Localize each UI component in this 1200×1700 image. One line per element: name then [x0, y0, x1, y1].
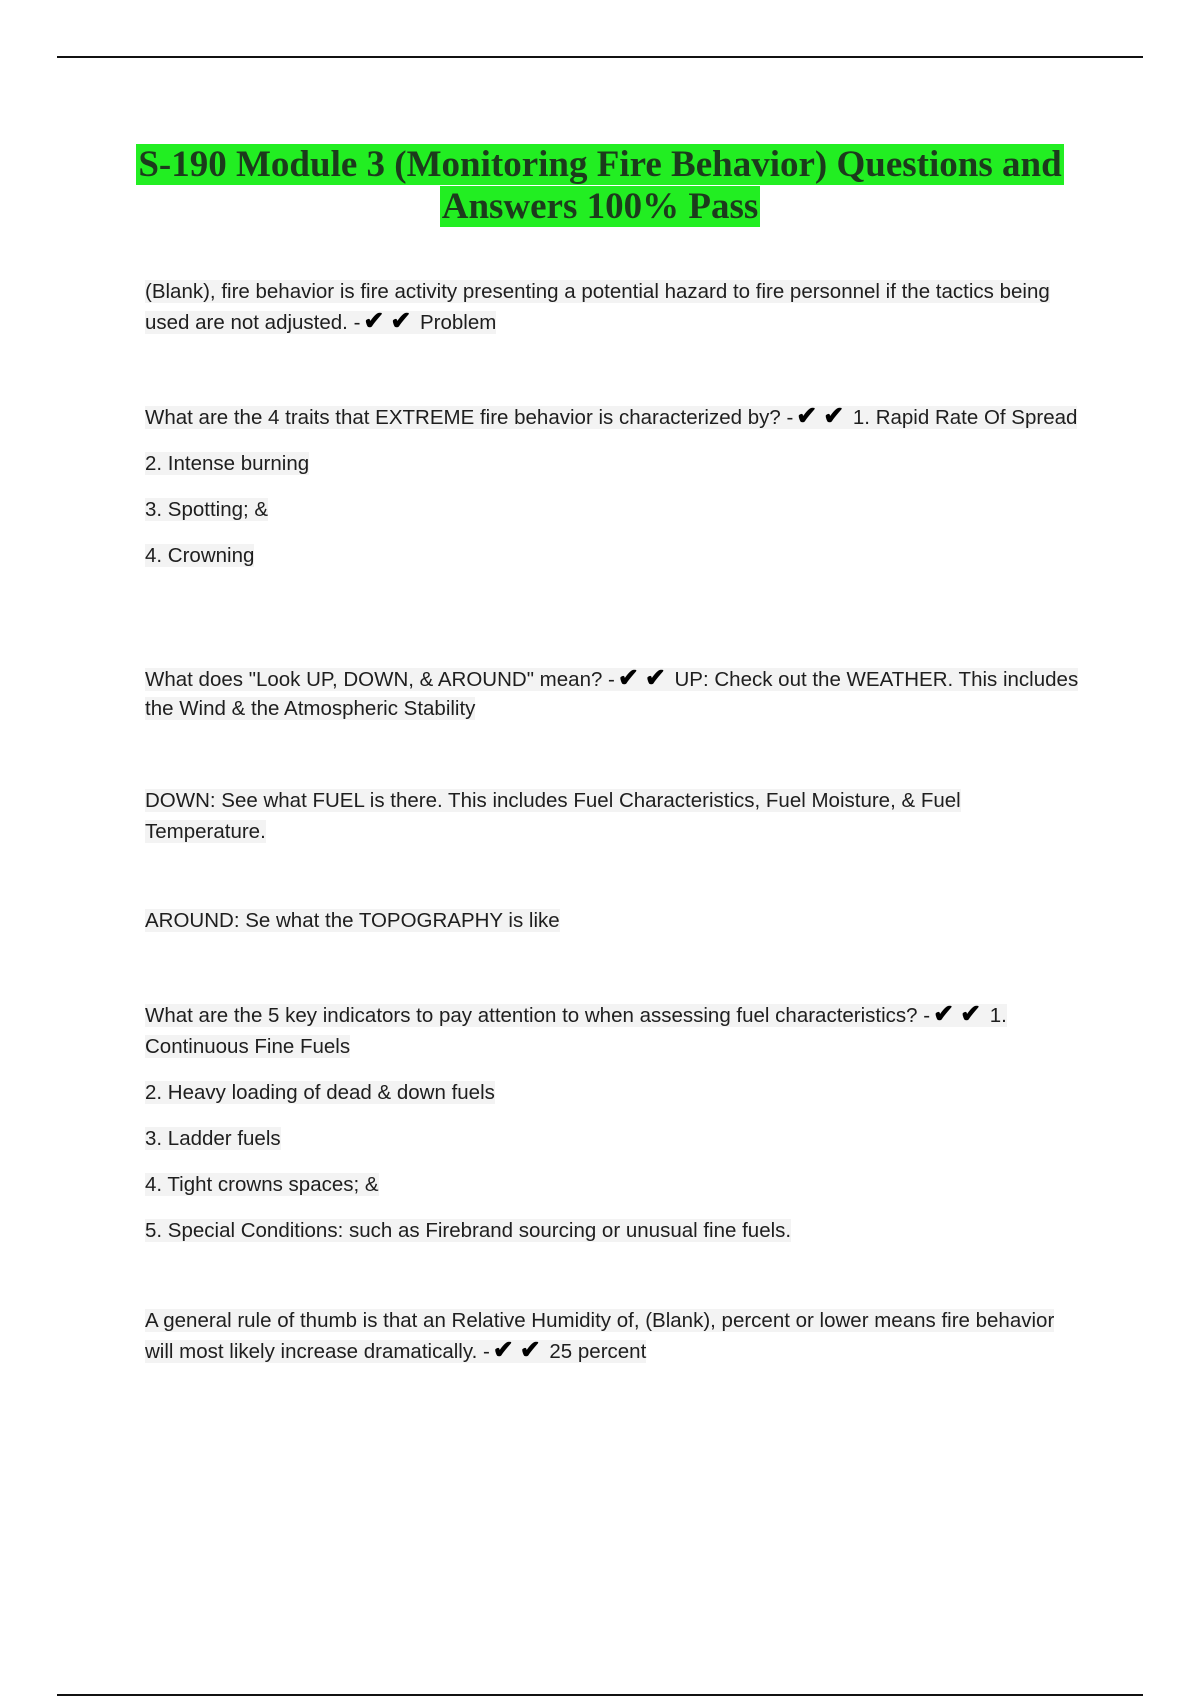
- paragraph-text: AROUND: Se what the TOPOGRAPHY is like: [145, 909, 560, 932]
- list-item: 4. Crowning: [145, 544, 255, 567]
- list-item: 3. Spotting; &: [145, 498, 269, 521]
- bottom-rule: [57, 1694, 1143, 1696]
- check-mark-icon: ✔: [363, 307, 385, 335]
- check-mark-icon: ✔: [644, 664, 666, 692]
- qa-item-5: [145, 1000, 1085, 1246]
- answer-text: UP: Check out the WEATHER. This includes the Wind & the Atmospheric Stability: [145, 668, 1079, 720]
- answer-text: 1. Continuous Fine Fuels: [145, 1004, 1007, 1058]
- list-item: 2. Heavy loading of dead & down fuels: [145, 1081, 495, 1104]
- answer-text: Problem: [420, 311, 497, 334]
- check-mark-icon: ✔: [796, 402, 818, 430]
- check-mark-icon: ✔: [519, 1336, 541, 1364]
- paragraph-text: DOWN: See what FUEL is there. This includes Fuel Characteristics, Fuel Moisture, & Fuel Temperature.: [145, 789, 961, 843]
- document-title: [100, 144, 1100, 228]
- check-mark-icon: ✔: [823, 402, 845, 430]
- question-text: What are the 4 traits that EXTREME fire behavior is characterized by? -: [145, 406, 794, 429]
- list-item: 5. Special Conditions: such as Firebrand sourcing or unusual fine fuels.: [145, 1219, 792, 1242]
- question-text: What does "Look UP, DOWN, & AROUND" mean? -: [145, 668, 615, 691]
- check-mark-icon: ✔: [390, 307, 412, 335]
- answer-text: 1. Rapid Rate Of Spread: [852, 406, 1078, 429]
- qa-item-3: [145, 665, 1085, 723]
- qa-item-2: [145, 402, 1085, 571]
- document-title-text: S-190 Module 3 (Monitoring Fire Behavior) Questions and Answers 100% Pass: [138, 144, 1062, 227]
- answer-text: 25 percent: [549, 1340, 647, 1363]
- check-mark-icon: ✔: [617, 664, 639, 692]
- list-item: 3. Ladder fuels: [145, 1127, 281, 1150]
- qa-item-6: [145, 1305, 1085, 1367]
- paragraph-down: [145, 785, 1085, 847]
- list-item: 2. Intense burning: [145, 452, 310, 475]
- question-text: (Blank), fire behavior is fire activity presenting a potential hazard to fire personnel if the tactics being used are not adjusted. -: [145, 280, 1050, 334]
- question-text: A general rule of thumb is that an Relative Humidity of, (Blank), percent or lower means fire behavior will most likely increase dramatically. -: [145, 1309, 1055, 1363]
- top-rule: [57, 56, 1143, 58]
- paragraph-around: [145, 905, 1085, 936]
- list-item: 4. Tight crowns spaces; &: [145, 1173, 379, 1196]
- qa-item-1: [145, 276, 1085, 338]
- question-text: What are the 5 key indicators to pay attention to when assessing fuel characteristics? -: [145, 1004, 931, 1027]
- check-mark-icon: ✔: [933, 1000, 955, 1028]
- check-mark-icon: ✔: [960, 1000, 982, 1028]
- check-mark-icon: ✔: [492, 1336, 514, 1364]
